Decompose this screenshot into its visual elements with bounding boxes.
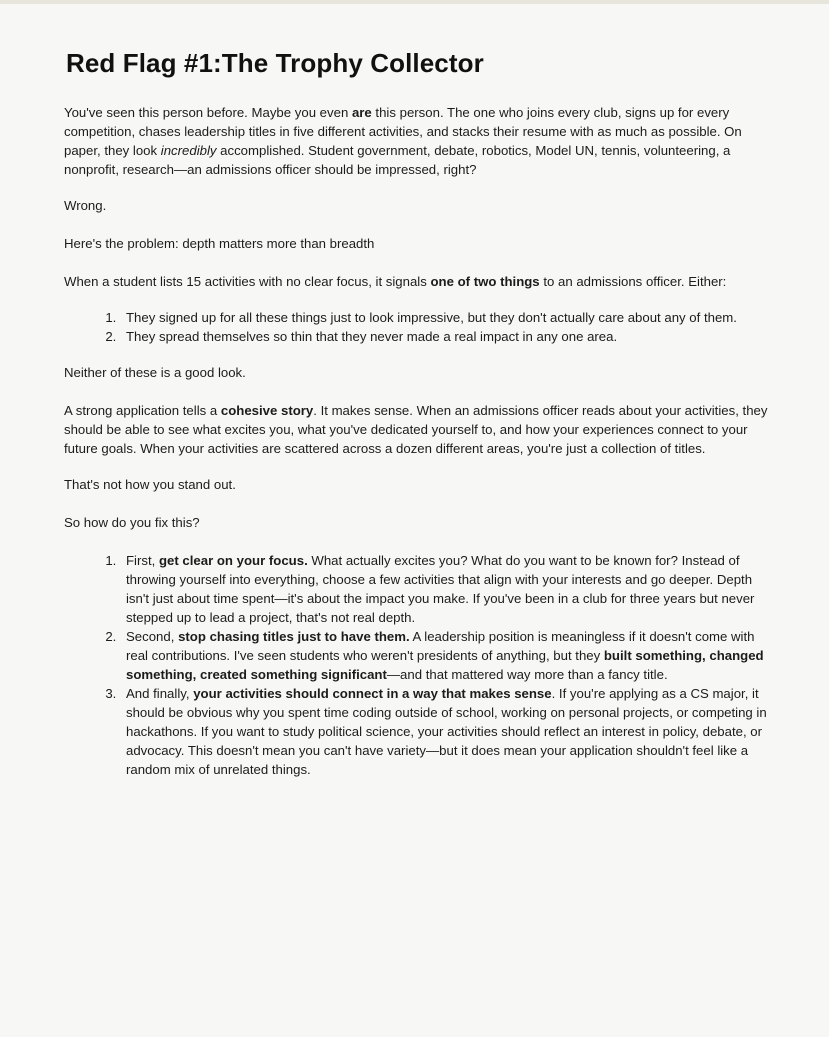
- intro-text-1: You've seen this person before. Maybe you even: [64, 105, 352, 120]
- fix-3-bold-1: your activities should connect in a way that makes sense: [193, 686, 552, 701]
- problem-paragraph: Here's the problem: depth matters more than breadth: [64, 236, 375, 251]
- list-item: [120, 551, 769, 627]
- not-how-paragraph: That's not how you stand out.: [64, 477, 236, 492]
- list-item: 2. They spread themselves so thin that they never made a real impact in any one area.: [120, 327, 769, 346]
- intro-text-3: accomplished. Student government, debate, robotics, Model UN, tennis, volunteering, a nonprofit, research—an admissions officer should be impressed, right?: [64, 143, 731, 177]
- fix-1-text-2: What actually excites you? What do you want to be known for? Instead of throwing yourself into everything, choose a few activities that align with your interests and go deeper. Depth isn't just about time spent—it's about the impact you make. If you've been in a club for three years but never stepped up to lead a project, that's not real depth.: [126, 553, 755, 625]
- neither-paragraph: Neither of these is a good look.: [64, 365, 246, 380]
- fix-list: [64, 551, 769, 779]
- fix-2-bold-1: stop chasing titles just to have them.: [178, 629, 410, 644]
- intro-bold-1: are: [351, 105, 372, 120]
- fix-2-bold-2: built something, changed something, created something significant: [126, 648, 764, 682]
- story-text-1: A strong application tells a: [64, 403, 221, 418]
- intro-paragraph: [64, 103, 769, 179]
- wrong-paragraph: Wrong.: [64, 198, 107, 213]
- fix-question-paragraph: So how do you fix this?: [64, 515, 200, 530]
- fix-3-text-1: And finally,: [126, 686, 194, 701]
- either-list: [64, 308, 769, 346]
- intro-italic-1: incredibly: [160, 143, 217, 158]
- fix-1-text-1: First,: [126, 553, 159, 568]
- page-title: Red Flag #1:The Trophy Collector: [66, 48, 484, 78]
- story-bold-1: cohesive story: [220, 403, 314, 418]
- list-item: [120, 627, 769, 684]
- fix-1-bold-1: get clear on your focus.: [158, 553, 308, 568]
- fix-2-text-2: A leadership position is meaningless if it doesn't come with real contributions. I've seen students who weren't presidents of anything, but they: [126, 629, 755, 663]
- list-item: 1. They signed up for all these things just to look impressive, but they don't actually care about any of them.: [120, 308, 769, 327]
- intro-text-2: this person. The one who joins every club, signs up for every competition, chases leadership titles in five different activities, and stacks their resume with as much as possible. On paper, they look: [64, 105, 742, 158]
- signal-text-2: to an admissions officer. Either:: [539, 274, 727, 289]
- list-item: [120, 684, 769, 779]
- fix-2-text-1: Second,: [126, 629, 179, 644]
- story-paragraph: [64, 401, 769, 458]
- fix-2-text-3: —and that mattered way more than a fancy title.: [386, 667, 668, 682]
- fix-3-text-2: . If you're applying as a CS major, it should be obvious why you spent time coding outside of school, working on personal projects, or competing in hackathons. If you want to study political science, your activities should reflect an interest in policy, debate, or advocacy. This doesn't mean you can't have variety—but it does mean your application shouldn't feel like a random mix of unrelated things.: [126, 686, 767, 777]
- page-top-edge: [0, 0, 829, 4]
- signal-text-1: When a student lists 15 activities with no clear focus, it signals: [64, 274, 431, 289]
- signal-bold-1: one of two things: [430, 274, 540, 289]
- story-text-2: . It makes sense. When an admissions officer reads about your activities, they should be able to see what excites you, what you've dedicated yourself to, and how your experiences connect to your future goals. When your activities are scattered across a dozen different areas, you're just a collection of titles.: [64, 403, 768, 456]
- signal-paragraph: [64, 272, 769, 291]
